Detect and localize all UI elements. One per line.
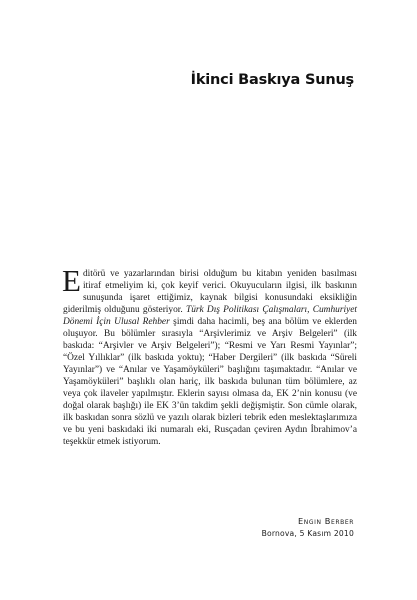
signature-block — [262, 515, 354, 540]
body-paragraph — [62, 263, 357, 448]
paragraph-text-start: ditörü ve yazarlarından birisi olduğum bu kitabın yeniden basılması itiraf etmeliyim ki, çok keyif verici. Okuyucuların ilgisi, ilk baskının sunuşunda işaret ettiğimiz, kaynak bilgisi konusundaki eksikliğin giderilmiş olduğunu gösteriyor. — [63, 269, 357, 315]
place-and-date: Bornova, 5 Kasım 2010 — [261, 529, 354, 538]
author-name: Engin Berber — [297, 516, 354, 526]
page-title: İkinci Baskıya Sunuş — [190, 72, 354, 88]
drop-cap: E — [62, 263, 81, 298]
book-title-italic: Türk Dış Politikası Çalışmaları, Cumhuriyet Dönemi İçin Ulusal Rehber — [63, 305, 357, 327]
paragraph-text-rest: şimdi daha hacimli, beş ana bölüm ve eklerden oluşuyor. Bu bölümler sırasıyla “Arşivlerimiz ve Arşiv Belgeleri” (ilk baskıda: “Arşivler ve Arşiv Belgeleri”); “Resmi ve Yarı Resmi Yayınlar”; “Özel Yıllıklar” (ilk baskıda yoktu); “Haber Dergileri” (ilk baskıda “Süreli Yayınlar”) ve “Anılar ve Yaşamöyküleri” başlığını taşımaktadır. “Anılar ve Yaşamöyküleri” başlıklı olan hariç, ilk baskıda bulunan tüm bölümlere, az veya çok ilaveler yapılmıştır. Eklerin sayısı olmasa da, EK 2’nin konusu (ve doğal olarak başlığı) ile EK 3’ün takdim şekli değişmiştir. Son cümle olarak, ilk baskıdan sonra sözlü ve yazılı olarak bizleri tebrik eden meslektaşlarımıza ve bu yeni baskıdaki iki numaralı eki, Rusçadan çeviren Aydın İbrahimov’a teşekkür etmek istiyorum. — [63, 317, 357, 447]
